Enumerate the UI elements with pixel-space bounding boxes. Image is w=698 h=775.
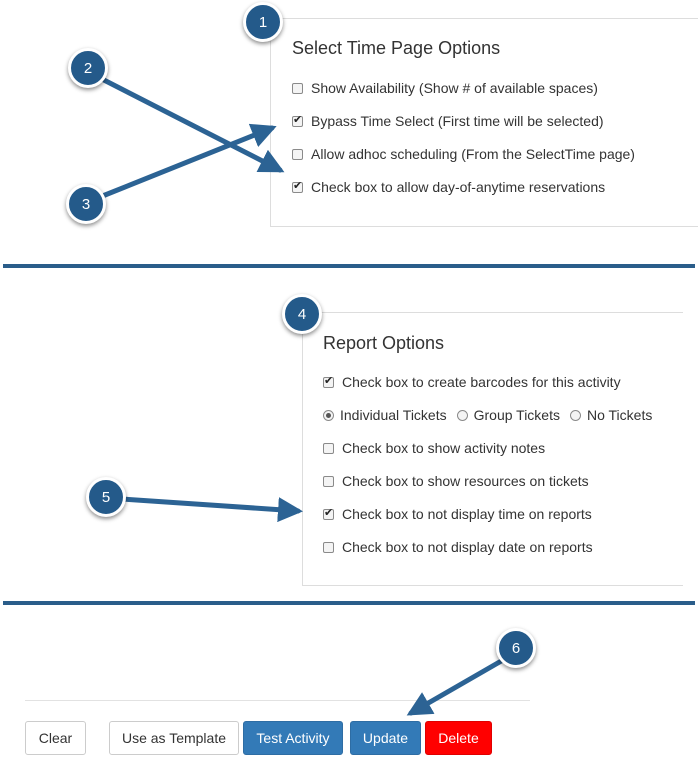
test-activity-button[interactable]: Test Activity — [243, 721, 343, 755]
bypass-time-select-label: Bypass Time Select (First time will be selected) — [311, 113, 604, 129]
use-as-template-button[interactable]: Use as Template — [109, 721, 239, 755]
step-marker-1: 1 — [243, 2, 283, 42]
arrow-3 — [100, 128, 272, 197]
individual-tickets-label: Individual Tickets — [340, 407, 447, 423]
update-button[interactable]: Update — [350, 721, 421, 755]
arrow-5 — [122, 499, 298, 511]
step-marker-2: 2 — [68, 48, 108, 88]
show-availability-label: Show Availability (Show # of available spaces) — [311, 80, 598, 96]
step-marker-6: 6 — [496, 628, 536, 668]
step-marker-4: 4 — [282, 294, 322, 334]
resources-on-tickets-label: Check box to show resources on tickets — [342, 473, 589, 489]
group-tickets-label: Group Tickets — [473, 407, 560, 423]
hide-time-on-reports-label: Check box to not display time on reports — [342, 506, 592, 522]
step-marker-3: 3 — [66, 184, 106, 224]
time-options-title: Select Time Page Options — [292, 38, 501, 58]
hide-date-on-reports-label: Check box to not display date on reports — [342, 539, 593, 555]
step-marker-5: 5 — [86, 477, 126, 517]
report-options-title: Report Options — [323, 333, 445, 353]
anytime-reservations-label: Check box to allow day-of-anytime reservations — [311, 179, 606, 195]
create-barcodes-label: Check box to create barcodes for this activity — [342, 374, 621, 390]
clear-button[interactable]: Clear — [25, 721, 86, 755]
no-tickets-label: No Tickets — [586, 407, 653, 423]
delete-button[interactable]: Delete — [425, 721, 492, 755]
arrow-6 — [411, 660, 503, 713]
arrow-2 — [100, 78, 280, 170]
activity-notes-label: Check box to show activity notes — [342, 440, 546, 456]
adhoc-scheduling-label: Allow adhoc scheduling (From the SelectTime page) — [311, 146, 635, 162]
